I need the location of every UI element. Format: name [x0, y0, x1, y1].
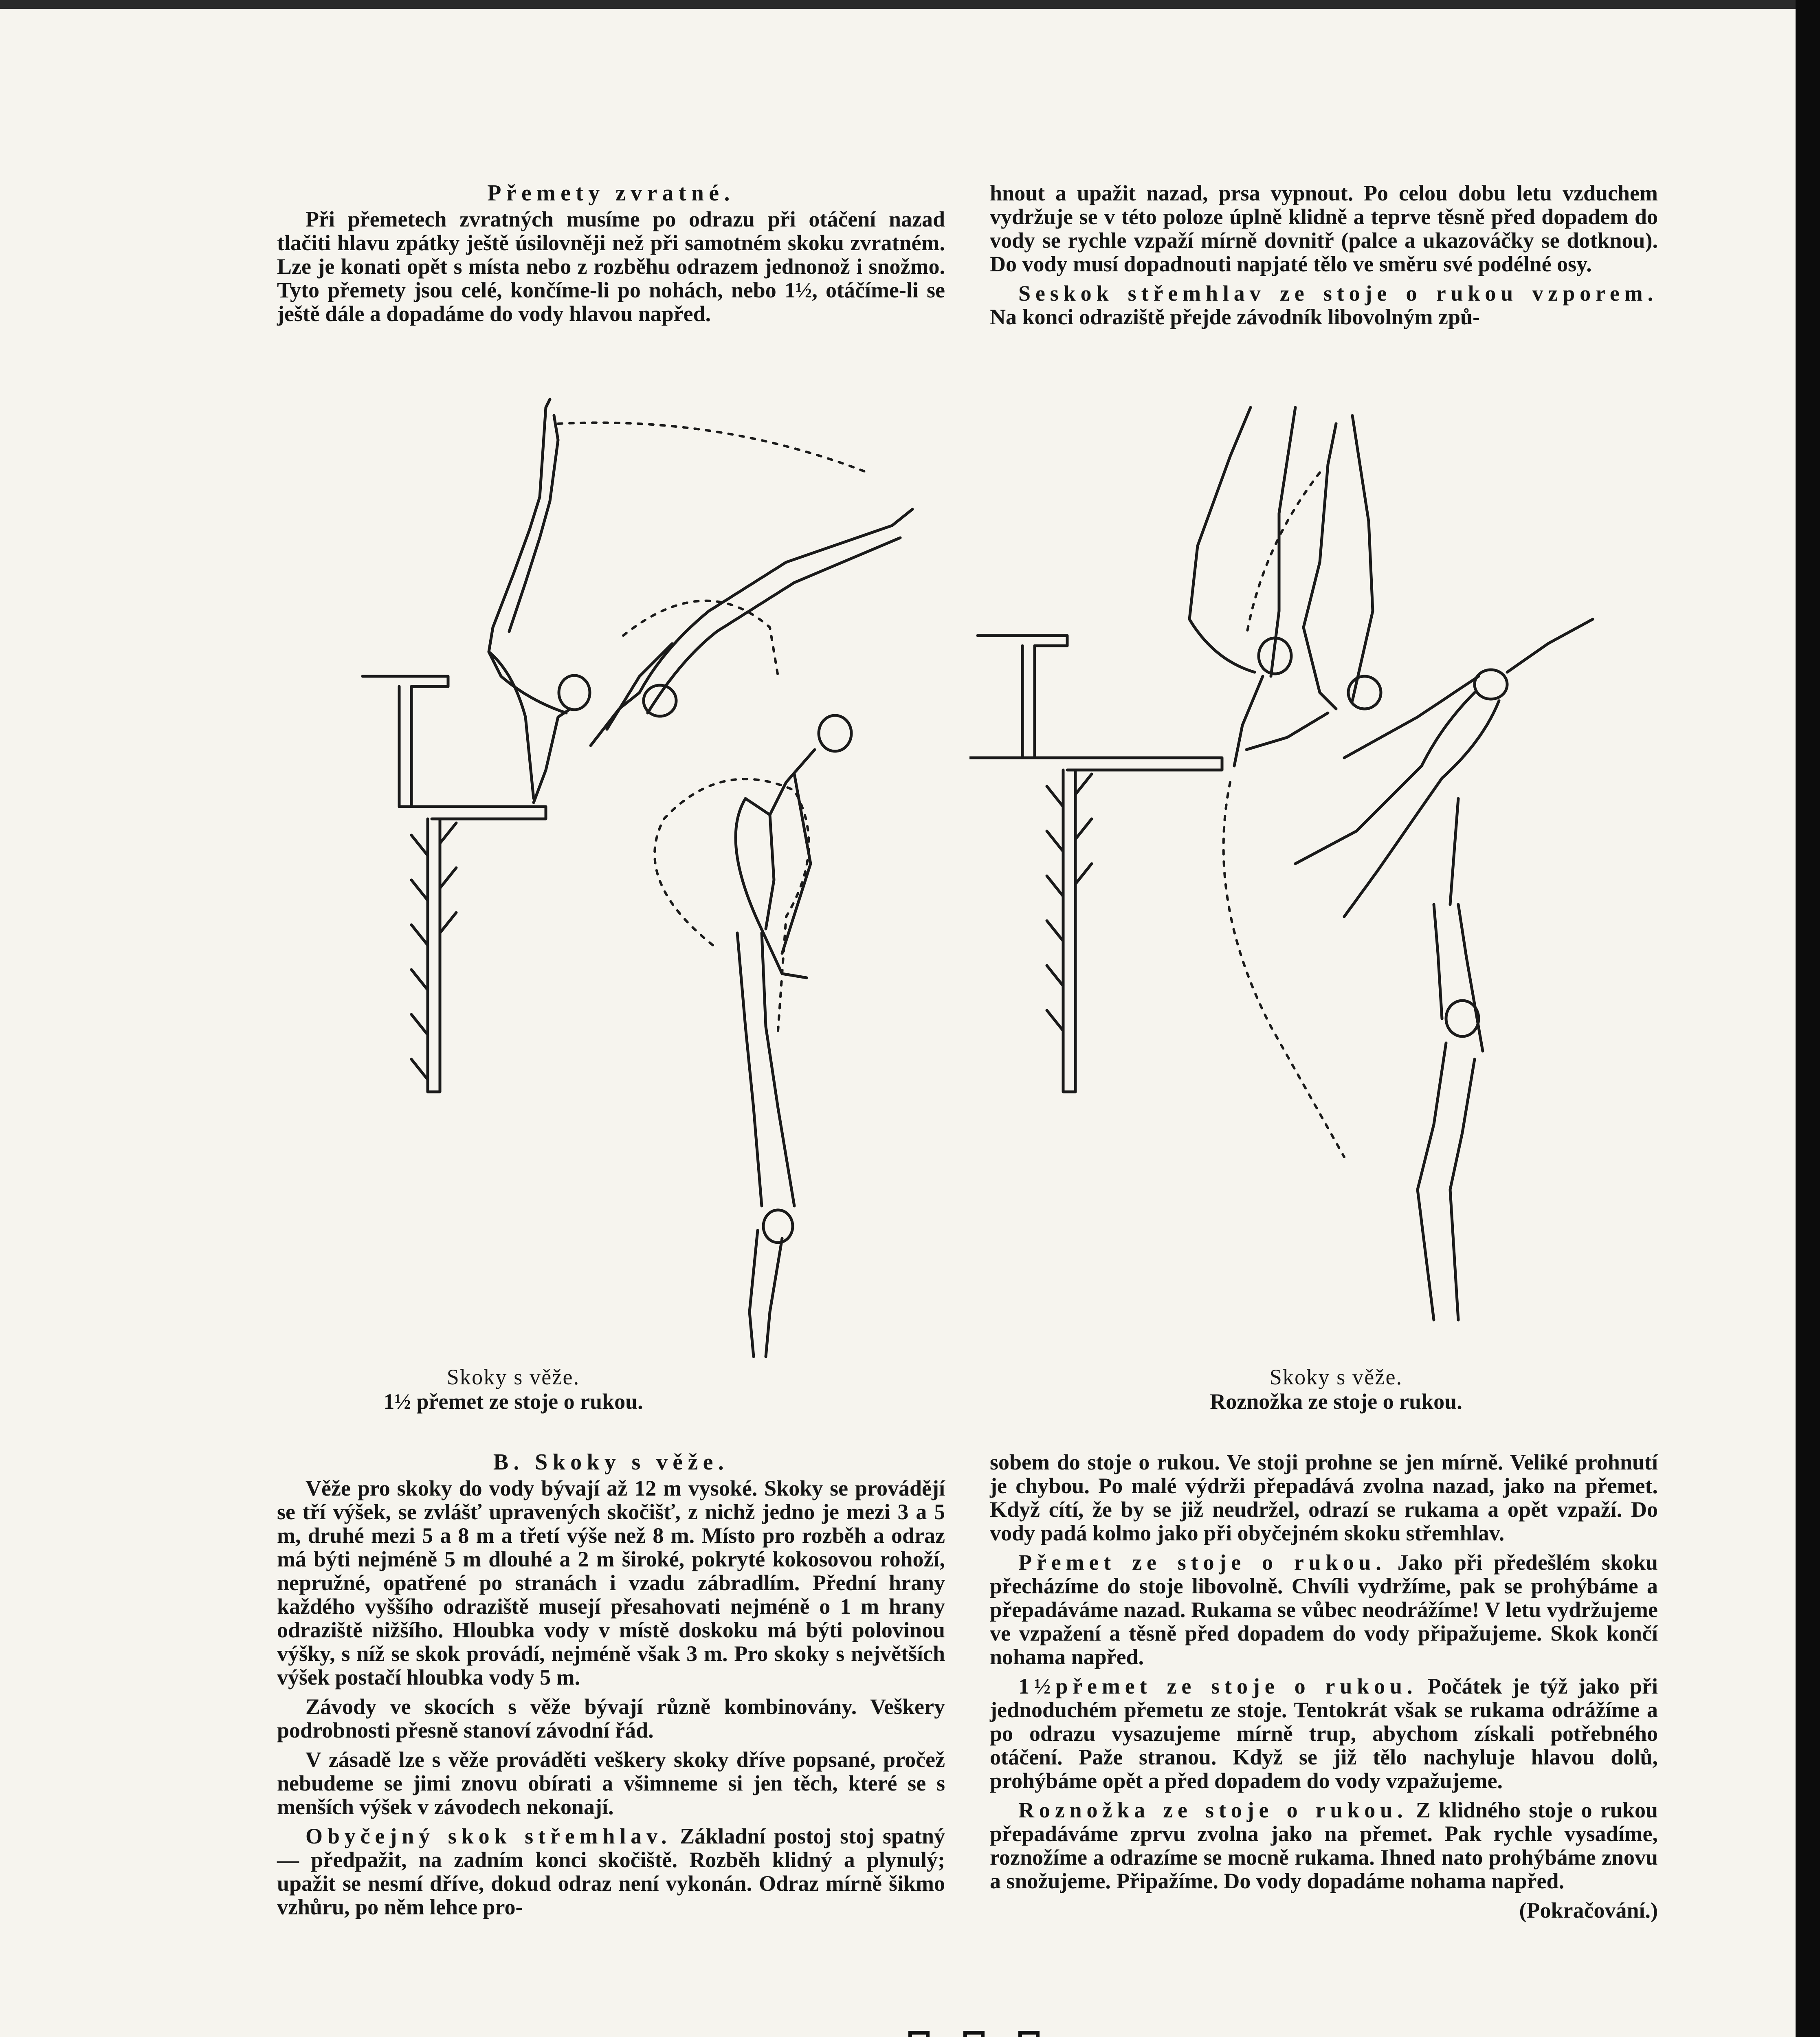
roznozka-paragraph [990, 1798, 1658, 1893]
premet-1-5-text: Počátek je týž jako při jednoduchém přemetu ze stoje. Tentokrát však se rukama odrážíme a po odrazu vysazujeme mírně trup, abychom získali potřebného otáčení. Paže stranou. Když se již tělo nachyluje hlavou dolů, prohýbáme opět a před dopadem do vody vzpažujeme. [990, 1674, 1658, 1793]
continuation-paragraph: hnout a upažit nazad, prsa vypnout. Po celou dobu letu vzduchem vydržuje se v této poloze úplně klidně a teprve těsně před dopadem do vody se rychle vzpaží mírně dovnitř (palce a ukazováčky se dotknou). Do vody musí dopadnouti napjaté tělo ve směru své podélné osy. [990, 181, 1658, 276]
caption-left-line2: 1½ přemet ze stoje o rukou. [383, 1389, 643, 1414]
diver-handstand-right [1189, 407, 1295, 766]
roznozka-title: Roznožka ze stoje o rukou. [1018, 1798, 1408, 1822]
top-scan-edge [0, 0, 1820, 9]
top-right-column [990, 181, 1658, 334]
seskok-text: Na konci odraziště přejde závodník libovolným způ- [990, 305, 1480, 329]
premet-1-5-paragraph [990, 1674, 1658, 1793]
section-divider-squares [908, 2031, 1071, 2037]
diver-straddle [1246, 416, 1381, 750]
obycejny-skok-title: Obyčejný skok střemhlav. [306, 1824, 672, 1848]
continuation-paragraph-2: sobem do stoje o rukou. Ve stoji prohne se jen mírně. Veliké prohnutí je chybou. Po malé výdrži přepadává zvolna nazad, jako na přemet. Když cítí, že by se již neudržel, odrazí se rukama a opět vzpaží. Do vody padá kolmo jako při obyčejném skoku střemhlav. [990, 1450, 1658, 1545]
bottom-right-column [990, 1450, 1658, 1922]
right-scan-edge [1796, 0, 1820, 2037]
divider-square-icon [908, 2031, 930, 2037]
obycejny-skok-paragraph [277, 1824, 945, 1919]
roznozka-text: Z klidného stoje o rukou přepadáváme zprvu zvolna jako na přemet. Pak rychle vysadíme, roznožíme a odrazíme se mocně rukama. Ihned nato prohýbáme znovu a snožujeme. Připažíme. Do vody dopadáme nohama napřed. [990, 1798, 1658, 1893]
continued-note: (Pokračování.) [1519, 1898, 1658, 1923]
divider-square-icon [1018, 2031, 1040, 2037]
obycejny-skok-text: Základní postoj stoj spatný — předpažit, na zadním konci skočiště. Rozběh klidný a plynulý; upažit se nesmí dříve, dokud odraz není vykonán. Odraz mírně šikmo vzhůru, po něm lehce pro- [277, 1824, 945, 1919]
diving-tower-right [969, 636, 1222, 1092]
caption-left-line1: Skoky s věže. [446, 1365, 580, 1389]
premet-text: Jako při předešlém skoku přecházíme do stoje libovolně. Chvíli vydržíme, pak se prohýbáme a přepadáváme nazad. Rukama se vůbec neodrážíme! V letu vydržujeme ve vzpažení a těsně před dopadem do vody připažujeme. Skok končí nohama napřed. [990, 1550, 1658, 1669]
premety-paragraph: Při přemetech zvratných musíme po odrazu při otáčení nazad tlačiti hlavu zpátky ještě úsilovněji než při samotném skoku zvratném. Lze je konati opět s místa nebo z rozběhu odrazem jednonož i snožmo. Tyto přemety jsou celé, končíme-li po nohách, nebo 1½, otáčíme-li se ještě dále a dopadáme do vody hlavou napřed. [277, 207, 945, 326]
diver-entry [737, 933, 794, 1357]
figure-right-illustration [969, 391, 1621, 1361]
top-left-column [277, 181, 945, 331]
caption-right [1051, 1365, 1621, 1414]
diving-tower-left [363, 676, 546, 1092]
diver-spread [1295, 619, 1593, 917]
caption-left [228, 1365, 798, 1414]
figure-left-illustration [354, 391, 974, 1361]
zasada-paragraph: V zásadě lze s věže prováděti veškery skoky dříve popsané, pročež nebudeme se jimi znovu obírati a všimneme si jen těch, které se s menších výšek v závodech nekonají. [277, 1747, 945, 1819]
section-heading-premety: Přemety zvratné. [487, 180, 735, 206]
motion-arrows-right [1224, 473, 1344, 1157]
seskok-paragraph [990, 282, 1658, 329]
veze-paragraph: Věže pro skoky do vody bývají až 12 m vysoké. Skoky se provádějí se tří výšek, se zvlášť upravených skočišť, z nichž jedno je mezi 3 a 5 m, druhé mezi 5 a 8 m a třetí výše než 8 m. Místo pro rozběh a odraz má býti nejméně 5 m dlouhé a 2 m široké, pokryté kokosovou rohoží, nepružné, opatřené po stranách i vzadu zábradlím. Přední hrany každého vyššího odraziště musejí přesahovati nejméně o 1 m hrany odraziště nižšího. Hloubka vody v místě doskoku má býti polovinou výšky, s níž se skok provádí, nejméně však 3 m. Pro skoky s největších výšek postačí hloubka vody 5 m. [277, 1476, 945, 1689]
zavody-paragraph: Závody ve skocích s věže bývají různě kombinovány. Veškery podrobnosti přesně stanoví závodní řád. [277, 1694, 945, 1742]
premet-paragraph [990, 1551, 1658, 1669]
diver-arched [591, 509, 912, 746]
divider-square-icon [963, 2031, 985, 2037]
section-heading-skoky-s-veze: B. Skoky s věže. [493, 1450, 729, 1475]
bottom-left-column [277, 1450, 945, 1925]
seskok-title: Seskok střemhlav ze stoje o rukou vzporem. [1018, 281, 1658, 306]
premet-1-5-title: 1½přemet ze stoje o rukou. [1018, 1674, 1418, 1698]
caption-right-line2: Roznožka ze stoje o rukou. [1210, 1389, 1462, 1414]
caption-right-line1: Skoky s věže. [1269, 1365, 1403, 1389]
premet-title: Přemet ze stoje o rukou. [1018, 1550, 1386, 1575]
diver-vertical-right [1418, 799, 1483, 1320]
diver-pike [736, 715, 851, 978]
diver-handstand [489, 399, 590, 803]
